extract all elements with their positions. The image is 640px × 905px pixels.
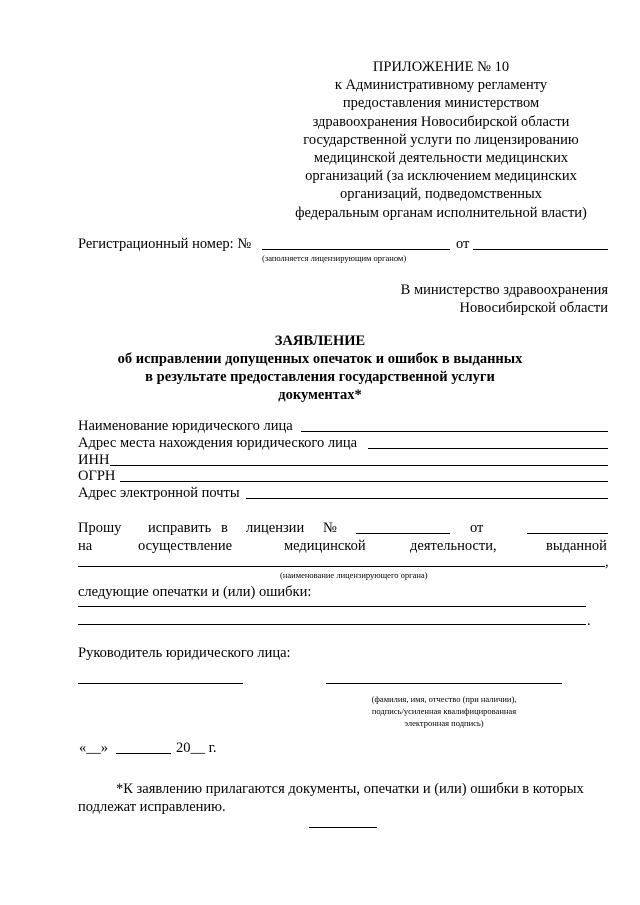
request-word: в	[221, 520, 228, 536]
footnote-line-2: подлежат исправлению.	[78, 799, 226, 815]
appendix-line: федеральным органам исполнительной власти)	[295, 204, 587, 221]
inn-label: ИНН	[78, 452, 110, 468]
registration-date-field[interactable]	[473, 249, 608, 250]
address-label: Адрес места нахождения юридического лица	[78, 435, 358, 451]
inn-field[interactable]	[110, 465, 608, 466]
appendix-line: организаций (за исключением медицинских	[305, 168, 577, 185]
signature-note	[326, 693, 562, 729]
request-word: выданной	[546, 538, 607, 554]
document-subtitle-2: в результате предоставления государственной услуги	[145, 369, 495, 385]
addressee-line-2: Новосибирской области	[459, 300, 608, 316]
ogrn-field[interactable]	[120, 481, 608, 482]
org-name-label: Наименование юридического лица	[78, 418, 293, 434]
request-word: на	[78, 538, 93, 554]
appendix-line: предоставления министерством	[342, 95, 540, 112]
closing-rule	[309, 827, 377, 828]
errors-field-1[interactable]	[78, 606, 586, 607]
email-label: Адрес электронной почты	[78, 485, 240, 501]
license-date-field[interactable]	[527, 533, 608, 534]
request-word: исправить	[148, 520, 212, 536]
request-word: деятельности,	[410, 538, 497, 554]
request-word: от	[470, 520, 484, 536]
addressee-line-1: В министерство здравоохранения	[400, 282, 608, 298]
registration-number-field[interactable]	[262, 249, 450, 250]
email-field[interactable]	[246, 498, 608, 499]
address-field[interactable]	[368, 448, 608, 449]
appendix-header	[276, 58, 606, 222]
request-word: №	[323, 520, 337, 536]
licensing-organ-note: (наименование лицензирующего органа)	[280, 570, 428, 580]
registration-label: Регистрационный номер: №	[78, 236, 252, 252]
licensing-organ-field[interactable]	[78, 566, 605, 567]
document-title: ЗАЯВЛЕНИЕ	[274, 333, 366, 349]
date-year: 20__ г.	[176, 740, 217, 756]
registration-note: (заполняется лицензирующим органом)	[262, 253, 407, 263]
comma: ,	[605, 554, 609, 570]
appendix-line: медицинской деятельности медицинских	[313, 150, 569, 167]
appendix-line: к Административному регламенту	[334, 77, 548, 94]
request-word: лицензии	[246, 520, 305, 536]
license-number-field[interactable]	[356, 533, 450, 534]
position-field[interactable]	[78, 683, 243, 684]
errors-field-2[interactable]	[78, 624, 586, 625]
footnote-line-1: *К заявлению прилагаются документы, опечатки и (или) ошибки в которых	[116, 781, 584, 797]
request-word: медицинской	[284, 538, 366, 554]
request-word: Прошу	[78, 520, 122, 536]
registration-from-label: от	[456, 236, 470, 252]
signature-field[interactable]	[326, 683, 562, 684]
document-subtitle-3: документах*	[278, 387, 362, 403]
document-subtitle-1: об исправлении допущенных опечаток и ошибок в выданных	[117, 351, 523, 367]
errors-dot: .	[587, 613, 591, 629]
signature-note-line: электронная подпись)	[404, 718, 484, 728]
errors-label: следующие опечатки и (или) ошибки:	[78, 584, 312, 600]
request-word: осуществление	[138, 538, 233, 554]
head-label: Руководитель юридического лица:	[78, 645, 291, 661]
org-name-field[interactable]	[301, 431, 608, 432]
date-month-field[interactable]	[116, 753, 171, 754]
appendix-line: ПРИЛОЖЕНИЕ № 10	[372, 59, 510, 75]
appendix-line: здравоохранения Новосибирской области	[312, 113, 570, 130]
ogrn-label: ОГРН	[78, 468, 116, 484]
date-day: «__»	[79, 740, 108, 756]
appendix-line: государственной услуги по лицензированию	[303, 131, 579, 148]
appendix-line: организаций, подведомственных	[339, 186, 543, 203]
signature-note-line: подпись/усиленная квалифицированная	[371, 706, 517, 716]
signature-note-line: (фамилия, имя, отчество (при наличии),	[371, 694, 517, 704]
